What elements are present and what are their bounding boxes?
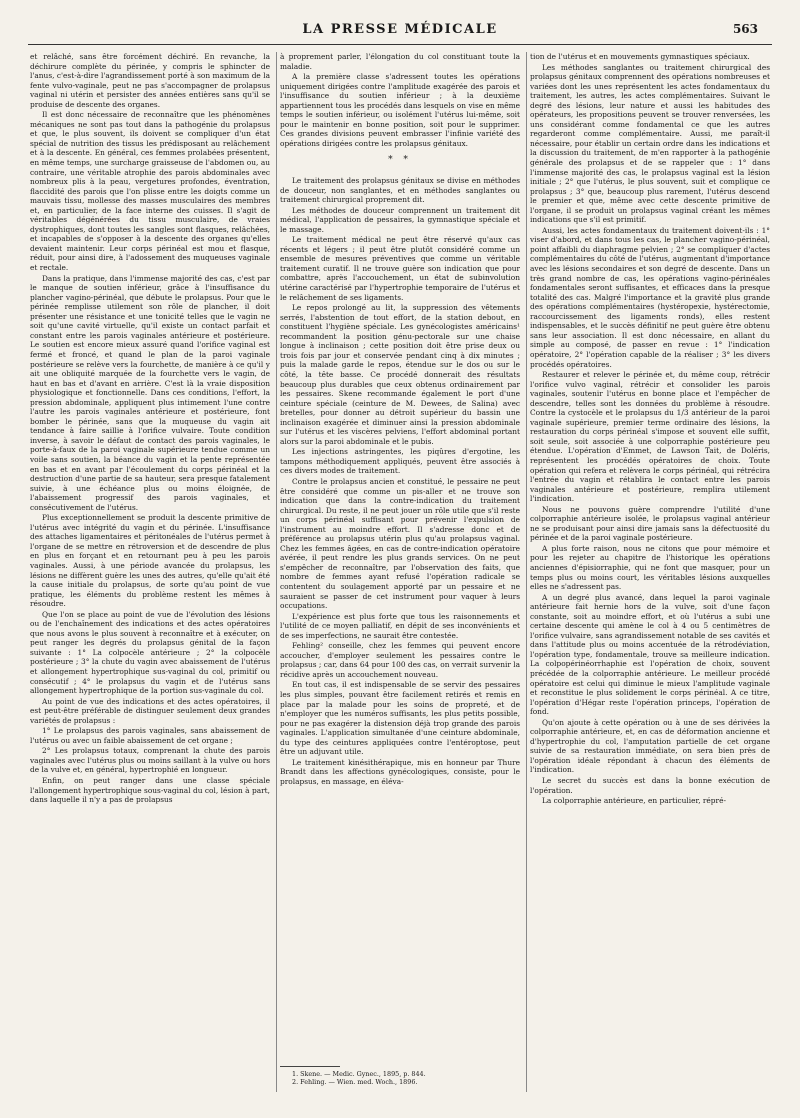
text-column-2: [280, 52, 520, 1102]
paragraph: A un degré plus avancé, dans lequel la paroi vaginale antérieure fait hernie hors de la vulve, soit d'une façon constante, soit au moindre effort, et où l'utérus a subi une certaine descente qui amène le col à 4 ou 5 centimètres de l'orifice vulvaire, sans agrandissement notable de ses cavités et dans l'attitude plus ou moins accentuée de la rétrodéviation, l'opération type, fondamentale, trouve sa meilleure indication. La colpopérinéorrhaphie est l'opération de choix, souvent précédée de la colporraphie antérieure. Le meilleur procédé opératoire est celui qui diminue le mieux l'amplitude vaginale et reconstitue le plus solidement le corps périnéal. A ce titre, l'opération d'Hégar reste l'opération princeps, l'opération de fond.: [530, 592, 770, 717]
footnote: 1. Skene. — Medic. Gynec., 1895, p. 844.: [292, 1070, 426, 1078]
paragraph: Les injections astringentes, les piqûres d'ergotine, les tampons méthodiquement appliqués, peuvent être associés à ces divers modes de traitement.: [280, 447, 520, 476]
paragraph: Le secret du succès est dans la bonne exécution de l'opération.: [530, 776, 770, 795]
paragraph: tion de l'utérus et en mouvements gymnastiques spéciaux.: [530, 52, 750, 61]
paragraph: Nous ne pouvons guère comprendre l'utilité d'une colporraphie antérieure isolée, le prolapsus vaginal antérieur ne se produisant pour ainsi dire jamais sans la défectuosité du périnée et de la paroi vaginale postérieure.: [530, 504, 770, 543]
paragraph: Le traitement médical ne peut être réservé qu'aux cas récents et légers ; il peut être plutôt considéré comme un ensemble de mesures préventives que comme un véritable traitement curatif. Il ne trouve guère son indication que pour combattre, après l'accouchement, un état de subinvolution utérine caractérisé par l'hypertrophie temporaire de l'utérus et le relâchement de ses ligaments.: [280, 235, 520, 302]
paragraph: A la première classe s'adressent toutes les opérations uniquement dirigées contre l'amplitude exagérée des parois et l'insuffisance du soutien inférieur ; à la deuxième appartiennent tous les procédés dans lesquels on vise en même temps le soutien inférieur, ou isolément l'utérus lui-même, soit pour le maintenir en bonne position, soit pour le supprimer. Ces grandes divisions peuvent embrasser l'infinie variété des opérations dirigées contre les prolapsus génitaux.: [280, 72, 520, 148]
paragraph: Enfin, on peut ranger dans une classe spéciale l'allongement hypertrophique sous-vaginal du col, lésion à part, dans laquelle il n'y a pas de prolapsus: [30, 776, 270, 805]
section-separator: * *: [388, 155, 412, 166]
paragraph: Le traitement kinésithérapique, mis en honneur par Thure Brandt dans les affections gynécologiques, consiste, pour le prolapsus, en massage, en éléva-: [280, 757, 520, 786]
paragraph: Le traitement des prolapsus génitaux se divise en méthodes de douceur, non sanglantes, et en méthodes sanglantes ou traitement chirurgical proprement dit.: [280, 176, 520, 205]
text-column-3: [530, 52, 770, 1102]
paragraph: Plus exceptionnellement se produit la descente primitive de l'utérus avec intégrité du vagin et du périnée. L'insuffisance des attaches ligamentaires et péritonéales de l'utérus permet à l'organe de se mettre en rétroversion et de descendre de plus en plus en forçant et en retournant peu à peu les parois vaginales. Aussi, à une période avancée du prolapsus, les lésions ne diffèrent guère les unes des autres, qu'elle qu'ait été la cause initiale du prolapsus, de sorte qu'au point de vue pratique, les éléments du problème restent les mêmes à résoudre.: [30, 513, 270, 609]
footnotes: [280, 1066, 520, 1087]
paragraph: Les méthodes de douceur comprennent un traitement dit médical, l'application de pessaires, la gymnastique spéciale et le massage.: [280, 205, 520, 234]
column-divider: [276, 52, 277, 1092]
footnote: 2. Fehling. — Wien. med. Woch., 1896.: [292, 1078, 418, 1087]
paragraph: Que l'on se place au point de vue de l'évolution des lésions ou de l'enchaînement des indications et des actes opératoires que nous avons le plus souvent à reconnaître et à exécuter, on peut ranger les degrés du prolapsus génital de la façon suivante : 1° La colpocèle antérieure ; 2° la colpocèle postérieure ; 3° la chute du vagin avec abaissement de l'utérus et allongement hypertrophique sus-vaginal du col, primitif ou consécutif ; 4° le prolapsus du vagin et de l'utérus sans allongement hypertrophique de la portion sus-vaginale du col.: [30, 609, 270, 696]
paragraph: Les méthodes sanglantes ou traitement chirurgical des prolapsus génitaux comprennent des opérations nombreuses et variées dont les unes représentent les actes fondamentaux du traitement, les autres, les actes complémentaires. Suivant le degré des lésions, leur nature et aussi les habitudes des opérateurs, les propositions peuvent se trouver renversées, les uns considérant comme fondamental ce que les autres regarderont comme complémentaire. Aussi, me paraît-il nécessaire, pour établir un certain ordre dans les indications et la discussion du traitement, de m'en rapporter à la pathogénie générale des prolapsus et de se rappeler que : 1° dans l'immense majorité des cas, le prolapsus vaginal est la lésion initiale ; 2° que l'utérus, le plus souvent, suit et complique ce prolapsus ; 3° que, beaucoup plus rarement, l'utérus descend le premier et que, même avec cette descente primitive de l'organe, il se produit un prolapsus vaginal créant les mêmes indications que s'il est primitif.: [530, 62, 770, 225]
paragraph: Restaurer et relever le périnée et, du même coup, rétrécir l'orifice vulvo vaginal, rétrécir et consolider les parois vaginales, soutenir l'utérus en bonne place et l'empêcher de descendre, telles sont les données du problème à résoudre. Contre la cystocèle et le prolapsus du 1/3 antérieur de la paroi vaginale supérieure, premier terme ordinaire des lésions, la restauration du corps périnéal s'impose et souvent elle suffit, soit seule, soit associée à une colporraphie postérieure peu étendue. L'opération d'Emmet, de Lawson Tait, de Doléris, représentent les procédés opératoires de choix. Toute opération qui refera et relèvera le corps périnéal, qui rétrécira l'entrée du vagin et rétablira le contact entre les parois vaginales antérieure et postérieure, remplira utilement l'indication.: [530, 370, 770, 504]
running-title: LA PRESSE MÉDICALE: [302, 22, 498, 37]
paragraph: et relâché, sans être forcément déchiré. En revanche, la déchirure complète du périnée, y compris le sphincter de l'anus, c'est-à-dire l'agrandissement porté à son maximum de la fente vulvo-vaginale, peut ne pas s'accompagner de prolapsus vaginal ni utérin et persister des années entières sans qu'il se produise de descente des organes.: [30, 52, 270, 109]
paragraph: Fehling² conseille, chez les femmes qui peuvent encore accoucher, d'employer seulement les pessaires contre le prolapsus ; car, dans 64 pour 100 des cas, on verrait survenir la récidive après un accouchement nouveau.: [280, 641, 520, 679]
paragraph: L'expérience est plus forte que tous les raisonnements et l'utilité de ce moyen palliatif, en dépit de ses inconvénients et de ses imperfections, ne saurait être contestée.: [280, 611, 520, 640]
paragraph: à proprement parler, l'élongation du col constituant toute la maladie.: [280, 52, 520, 71]
paragraph: A plus forte raison, nous ne citons que pour mémoire et pour les rejeter au chapitre de l'historique les opérations anciennes d'épisiorraphie, qui ne font que masquer, pour un temps plus ou moins court, les véritables lésions auxquelles elles ne s'adressent pas.: [530, 543, 770, 592]
page-header: [0, 22, 800, 46]
column-divider: [526, 52, 527, 1092]
paragraph: La colporraphie antérieure, en particulier, répré-: [542, 796, 726, 806]
paragraph: En tout cas, il est indispensable de se servir des pessaires les plus simples, pouvant être facilement retirés et remis en place par la malade pour les soins de propreté, et de n'employer que les numéros suffisants, les plus petits possible, pour ne pas exagérer la distension déjà trop grande des parois vaginales. L'application simultanée d'une ceinture abdominale, du type des ceintures appliquées contre l'entéroptose, peut être un adjuvant utile.: [280, 680, 520, 757]
paragraph: Il est donc nécessaire de reconnaître que les phénomènes mécaniques ne sont pas tout dans la pathogénie du prolapsus et que, le plus souvent, ils doivent se compliquer d'un état spécial de nutrition des tissus les prédisposant au relâchement et à la descente. En général, ces femmes prolabées présentent, en même temps, une surcharge graisseuse de l'abdomen ou, au contraire, une véritable atrophie des parois abdominales avec nombreux plis à la peau, vergetures profondes, éventration, flaccidité des parois que l'on plisse entre les doigts comme un mauvais tissu, mollesse des masses musculaires des membres et, en particulier, de la face interne des cuisses. Il s'agit de véritables dégénérées du tissu musculaire, de vraies dystrophiques, dont toutes les sangles sont flasques, relâchées, et incapables de s'opposer à la descente des organes qu'elles devaient maintenir. Leur corps périnéal est mou et flasque, réduit, pour ainsi dire, à l'adossement des muqueuses vaginale et rectale.: [30, 110, 270, 273]
footnote-rule: [280, 1066, 340, 1067]
paragraph: 1° Le prolapsus des parois vaginales, sans abaissement de l'utérus ou avec un faible abaissement de cet organe ;: [30, 726, 270, 745]
paragraph: Le repos prolongé au lit, la suppression des vêtements serrés, l'abstention de tout effort, de la station debout, en constituent l'hygiène spéciale. Les gynécologistes américains¹ recommandent la position génu-pectorale sur une chaise longue à inclinaison ; cette position doit être prise deux ou trois fois par jour et conservée pendant cinq à dix minutes ; puis la malade garde le repos, étendue sur le dos ou sur le côté, la tête basse. Ce procédé donnerait des résultats beaucoup plus durables que ceux obtenus ordinairement par les pessaires. Skene recommande également le port d'une ceinture spéciale (ceinture de M. Dewees, de Salina) avec bretelles, pour donner au détroit supérieur du bassin une inclinaison exagérée et diminuer ainsi la pression abdominale sur l'utérus et les viscères pelviens, l'effort abdominal portant alors sur la paroi abdominale et le pubis.: [280, 303, 520, 446]
header-rule: [28, 44, 772, 45]
text-column-1: [30, 52, 270, 1102]
paragraph: 2° Les prolapsus totaux, comprenant la chute des parois vaginales avec l'utérus plus ou moins saillant à la vulve ou hors de la vulve et, en général, hypertrophié en longueur.: [30, 746, 270, 775]
paragraph: Aussi, les actes fondamentaux du traitement doivent-ils : 1° viser d'abord, et dans tous les cas, le plancher vagino-périnéal, point affaibli du diaphragme pelvien ; 2° se compliquer d'actes complémentaires du côté de l'utérus, augmentant d'importance avec les lésions secondaires et son degré de descente. Dans un très grand nombre de cas, les opérations vagino-périnéales fondamentales seront suffisantes, et efficaces dans la presque totalité des cas. Malgré l'importance et la gravité plus grande des opérations complémentaires (hystéropexie, hystérectomie, raccourcissement des ligaments ronds), elles restent indispensables, et le succès définitif ne peut guère être obtenu sans leur association. Il est donc nécessaire, en allant du simple au composé, de passer en revue : 1° l'indication opératoire, 2° l'opération capable de la réaliser ; 3° les divers procédés opératoires.: [530, 225, 770, 369]
paragraph: Qu'on ajoute à cette opération ou à une de ses dérivées la colporraphie antérieure, et, en cas de déformation ancienne et d'hypertrophie du col, l'amputation partielle de cet organe suivie de sa restauration immédiate, on sera bien près de l'opération idéale répondant à chacun des éléments de l'indication.: [530, 717, 770, 775]
page-number: 563: [732, 22, 758, 36]
paragraph: Dans la pratique, dans l'immense majorité des cas, c'est par le manque de soutien inférieur, grâce à l'insuffisance du plancher vagino-périnéal, que débute le prolapsus. Pour que le périnée remplisse utilement son rôle de plancher, il doit présenter une résistance et une tonicité telles que le vagin ne soit qu'une cavité virtuelle, qu'il existe un contact parfait et constant entre les parois vaginales antérieure et postérieure. Le soutien est encore mieux assuré quand l'orifice vaginal est fermé et froncé, et quand le plan de la paroi vaginale postérieure se relève vers la fourchette, de manière à ce qu'il y ait une obliquité marquée de la fourchette vers le vagin, de haut en bas et d'avant en arrière. C'est là la vraie disposition physiologique et fonctionnelle. Dans ces conditions, l'effort, la pression abdominale, appliquent plus intimement l'une contre l'autre les parois vaginales antérieure et postérieure, font bomber le périnée, sans que la muqueuse du vagin ait tendance à faire saillie à l'orifice vulvaire. Toute condition inverse, à savoir le défaut de contact des parois vaginales, le porte-à-faux de la paroi vaginale supérieure tendue comme un voile sans soutien, la béance du vagin et la pente représentée en bas et en avant par l'écoulement du corps périnéal et la destruction d'une partie de sa hauteur, sera presque fatalement suivie, à une échéance plus ou moins éloignée, de l'abaissement progressif des parois vaginales, et consécutivement de l'utérus.: [30, 273, 270, 512]
paragraph: Au point de vue des indications et des actes opératoires, il est peut-être préférable de distinguer seulement deux grandes variétés de prolapsus :: [30, 696, 270, 725]
paragraph: Contre le prolapsus ancien et constitué, le pessaire ne peut être considéré que comme un pis-aller et ne trouve son indication que dans la contre-indication du traitement chirurgical. Du reste, il ne peut jouer un rôle utile que s'il reste un corps périnéal suffisant pour prévenir l'expulsion de l'instrument au moindre effort. Il s'adresse donc et de préférence au prolapsus utérin plus qu'au prolapsus vaginal. Chez les femmes âgées, en cas de contre-indication opératoire avérée, il peut rendre les plus grands services. On ne peut s'empêcher de reconnaître, par l'observation des faits, que nombre de femmes ayant refusé l'opération radicale se contentent du soulagement apporté par un pessaire et ne sauraient se passer de cet instrument pour vaquer à leurs occupations.: [280, 476, 520, 611]
